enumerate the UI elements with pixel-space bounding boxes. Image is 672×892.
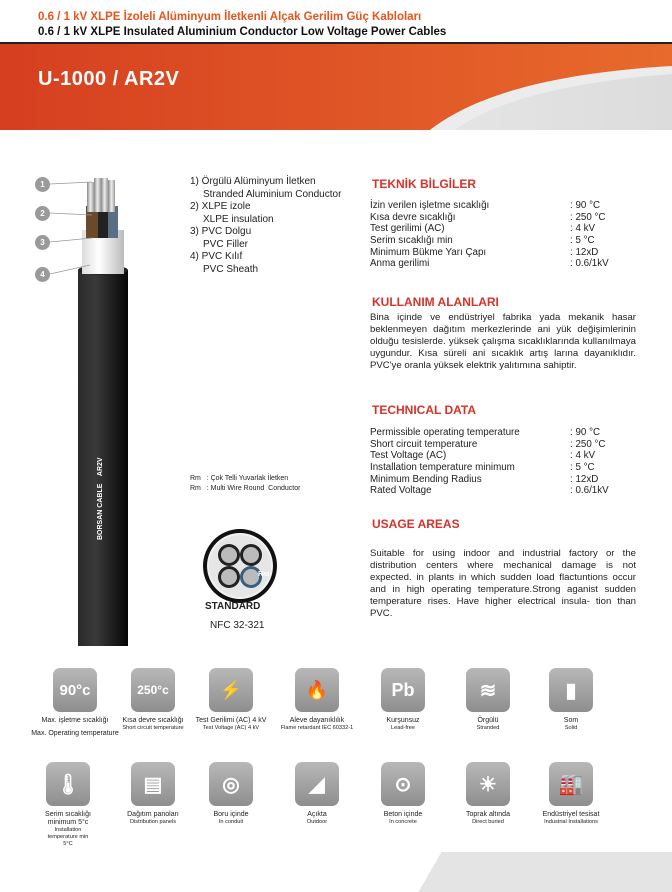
spec-value: : 12xD — [570, 473, 599, 485]
direct-buried-glyph: ☀ — [466, 762, 510, 806]
rm-notes — [190, 474, 300, 494]
test-voltage-icon — [186, 668, 276, 732]
component-3-en: PVC Filler — [203, 238, 249, 250]
icon-label: Beton içinde — [383, 811, 423, 818]
cable-print: BORSAN CABLE AR2V — [97, 457, 104, 540]
icon-sublabel: Lead-free — [391, 725, 415, 731]
usage-text: Suitable for using indoor and industrial factory or the distribution centers where mechanical damage is not expected. in plants in which sudden load flactuntions occur and in high operating temperature.Strong aganist sudden temperature rises. Have higher electrical insula- tion than PVC. — [370, 548, 636, 619]
component-1-tr: 1) Örgülü Alüminyum İletken — [190, 176, 316, 187]
spec-value: : 12xD — [570, 246, 599, 258]
teknik-heading: TEKNİK BİLGİLER — [372, 177, 476, 191]
short-circuit-icon — [108, 668, 198, 732]
icon-label: Kurşunsuz — [386, 717, 420, 724]
spec-key: Installation temperature minimum — [370, 462, 515, 474]
component-2-en: XLPE insulation — [203, 213, 274, 225]
icon-sublabel: Max. Operating temperature — [31, 730, 119, 737]
teknik-table — [370, 200, 609, 270]
distribution-panel-glyph: ▤ — [131, 762, 175, 806]
marker-1-label: 1 — [40, 180, 45, 189]
component-2-tr: 2) XLPE izole — [190, 201, 251, 212]
title-turkish: 0.6 / 1 kV XLPE İzoleli Alüminyum İletkenli Alçak Gerilim Güç Kabloları — [38, 11, 422, 23]
technical-row — [370, 450, 609, 462]
max-temp-glyph: 90°c — [53, 668, 97, 712]
lead-free-glyph: Pb — [381, 668, 425, 712]
spec-value: : 5 °C — [570, 235, 595, 247]
component-4-en: PVC Sheath — [203, 263, 259, 275]
spec-value: : 4 kV — [570, 223, 596, 235]
spec-value: : 0.6/1kV — [570, 258, 609, 270]
spec-key: Serim sıcaklığı min — [370, 235, 453, 247]
cable-illustration — [0, 170, 140, 650]
distribution-panel-icon — [108, 762, 198, 826]
flame-retardant-icon — [272, 668, 362, 732]
spec-key: Minimum Bükme Yarı Çapı — [370, 246, 487, 258]
technical-row — [370, 462, 609, 474]
kullanim-heading: KULLANIM ALANLARI — [372, 295, 499, 309]
teknik-row — [370, 258, 609, 270]
standard-label: STANDARD — [205, 601, 261, 612]
in-conduit-glyph: ◎ — [209, 762, 253, 806]
icon-label: Test Gerilimi (AC) 4 kV — [195, 717, 267, 724]
icon-label: Aleve dayanıklılık — [289, 717, 345, 724]
lead-free-icon — [358, 668, 448, 732]
spec-value: : 0.6/1kV — [570, 485, 609, 497]
rm-note-tr: Rm : Çok Telli Yuvarlak İletken — [190, 475, 289, 482]
spec-value: : 4 kV — [570, 450, 596, 462]
teknik-row — [370, 212, 609, 224]
teknik-row — [370, 247, 609, 259]
icon-sublabel: In concrete — [389, 819, 417, 825]
icon-label: Som — [563, 717, 579, 724]
marker-3-label: 3 — [40, 238, 45, 247]
spec-key: Kısa devre sıcaklığı — [370, 211, 456, 223]
stranded-icon — [443, 668, 533, 732]
max-temp-icon — [30, 668, 120, 738]
icon-sublabel: Distribution panels — [129, 819, 177, 825]
technical-row — [370, 427, 609, 439]
direct-buried-icon — [443, 762, 533, 826]
component-list — [190, 176, 341, 276]
spec-value: : 90 °C — [570, 427, 601, 438]
rm-note-en: Rm : Multi Wire Round Conductor — [190, 485, 301, 492]
cross-section-label: Rm — [258, 571, 270, 578]
icon-sublabel: In conduit — [218, 819, 244, 825]
icon-sublabel: Outdoor — [306, 819, 328, 825]
icon-label: Serim sıcaklığı minimum 5°c — [45, 811, 91, 826]
icon-sublabel: Installation temperature min 5°C — [47, 827, 89, 847]
spec-value: : 90 °C — [570, 200, 601, 211]
teknik-row — [370, 235, 609, 247]
product-code: U-1000 / AR2V — [38, 68, 180, 90]
spec-key: Short circuit temperature — [370, 438, 478, 450]
technical-table — [370, 427, 609, 497]
technical-heading: TECHNICAL DATA — [372, 403, 476, 417]
spec-key: Anma gerilimi — [370, 258, 430, 270]
icon-sublabel: Test Voltage (AC) 4 kV — [202, 725, 260, 731]
icon-label: Kısa devre sıcaklığı — [122, 717, 184, 724]
spec-key: Minimum Bending Radius — [370, 473, 482, 485]
industrial-glyph: 🏭 — [549, 762, 593, 806]
icon-label: Açıkta — [307, 811, 327, 818]
spec-key: Rated Voltage — [370, 485, 432, 497]
icon-sublabel: Flame retardant IEC 60332-1 — [280, 725, 354, 731]
teknik-row — [370, 200, 609, 212]
stranded-glyph: ≋ — [466, 668, 510, 712]
icon-label: Toprak altında — [466, 811, 510, 818]
icon-sublabel: Industrial Installations — [544, 819, 598, 825]
flame-retardant-glyph: 🔥 — [295, 668, 339, 712]
marker-2 — [35, 206, 50, 221]
technical-row — [370, 474, 609, 486]
spec-key: Test gerilimi (AC) — [370, 223, 445, 235]
spec-key: Permissible operating temperature — [370, 427, 520, 438]
component-4-tr: 4) PVC Kılıf — [190, 251, 243, 262]
icon-label: Endüstriyel tesisat — [542, 811, 600, 818]
solid-glyph: ▮ — [549, 668, 593, 712]
footer-band — [418, 852, 672, 892]
technical-row — [370, 439, 609, 451]
icon-label: Örgülü — [477, 717, 499, 724]
marker-3 — [35, 235, 50, 250]
icon-label: Max. işletme sıcaklığı — [41, 717, 109, 724]
cross-section — [200, 526, 280, 611]
spec-value: : 250 °C — [570, 438, 606, 450]
component-1-en: Stranded Aluminium Conductor — [203, 188, 342, 200]
icon-label: Boru içinde — [213, 811, 249, 818]
kullanim-text: Bina içinde ve endüstriyel fabrika yada mekanik hasar beklenmeyen dağıtım merkezlerinde ani yük değişimlerinin olduğu tesislerde. yüksek çalışma sıcaklıklarında kullanılmaya uygundur. Kısa süreli ani sıcaklık artış larına dayanıklıdır. PVC'ye oranla yüksek elektrik yalıtımına sahiptir. — [370, 312, 636, 371]
in-concrete-icon — [358, 762, 448, 826]
teknik-row — [370, 223, 609, 235]
spec-key: Test Voltage (AC) — [370, 450, 447, 462]
standard-value: NFC 32-321 — [210, 620, 265, 631]
spec-value: : 5 °C — [570, 462, 595, 474]
industrial-icon — [526, 762, 616, 826]
outdoor-glyph: ◢ — [295, 762, 339, 806]
icon-sublabel: Direct buried — [472, 819, 504, 825]
icon-sublabel: Solid — [564, 725, 578, 731]
min-temp-icon — [23, 762, 113, 848]
marker-4-label: 4 — [40, 270, 45, 279]
technical-row — [370, 485, 609, 497]
usage-heading: USAGE AREAS — [372, 517, 460, 531]
marker-1 — [35, 177, 50, 192]
min-temp-glyph: 🌡 — [46, 762, 90, 806]
icon-label: Dağıtım panoları — [127, 811, 179, 818]
marker-4 — [35, 267, 50, 282]
solid-icon — [526, 668, 616, 732]
short-circuit-glyph: 250°c — [131, 668, 175, 712]
component-3-tr: 3) PVC Dolgu — [190, 226, 252, 237]
in-concrete-glyph: ⊙ — [381, 762, 425, 806]
icon-sublabel: Stranded — [476, 725, 500, 731]
spec-key: İzin verilen işletme sıcaklığı — [370, 200, 490, 211]
in-conduit-icon — [186, 762, 276, 826]
icon-sublabel: Short circuit temperature — [122, 725, 184, 731]
spec-value: : 250 °C — [570, 211, 606, 223]
test-voltage-glyph: ⚡ — [209, 668, 253, 712]
outdoor-icon — [272, 762, 362, 826]
title-english: 0.6 / 1 kV XLPE Insulated Aluminium Conductor Low Voltage Power Cables — [38, 26, 447, 38]
marker-2-label: 2 — [40, 209, 45, 218]
